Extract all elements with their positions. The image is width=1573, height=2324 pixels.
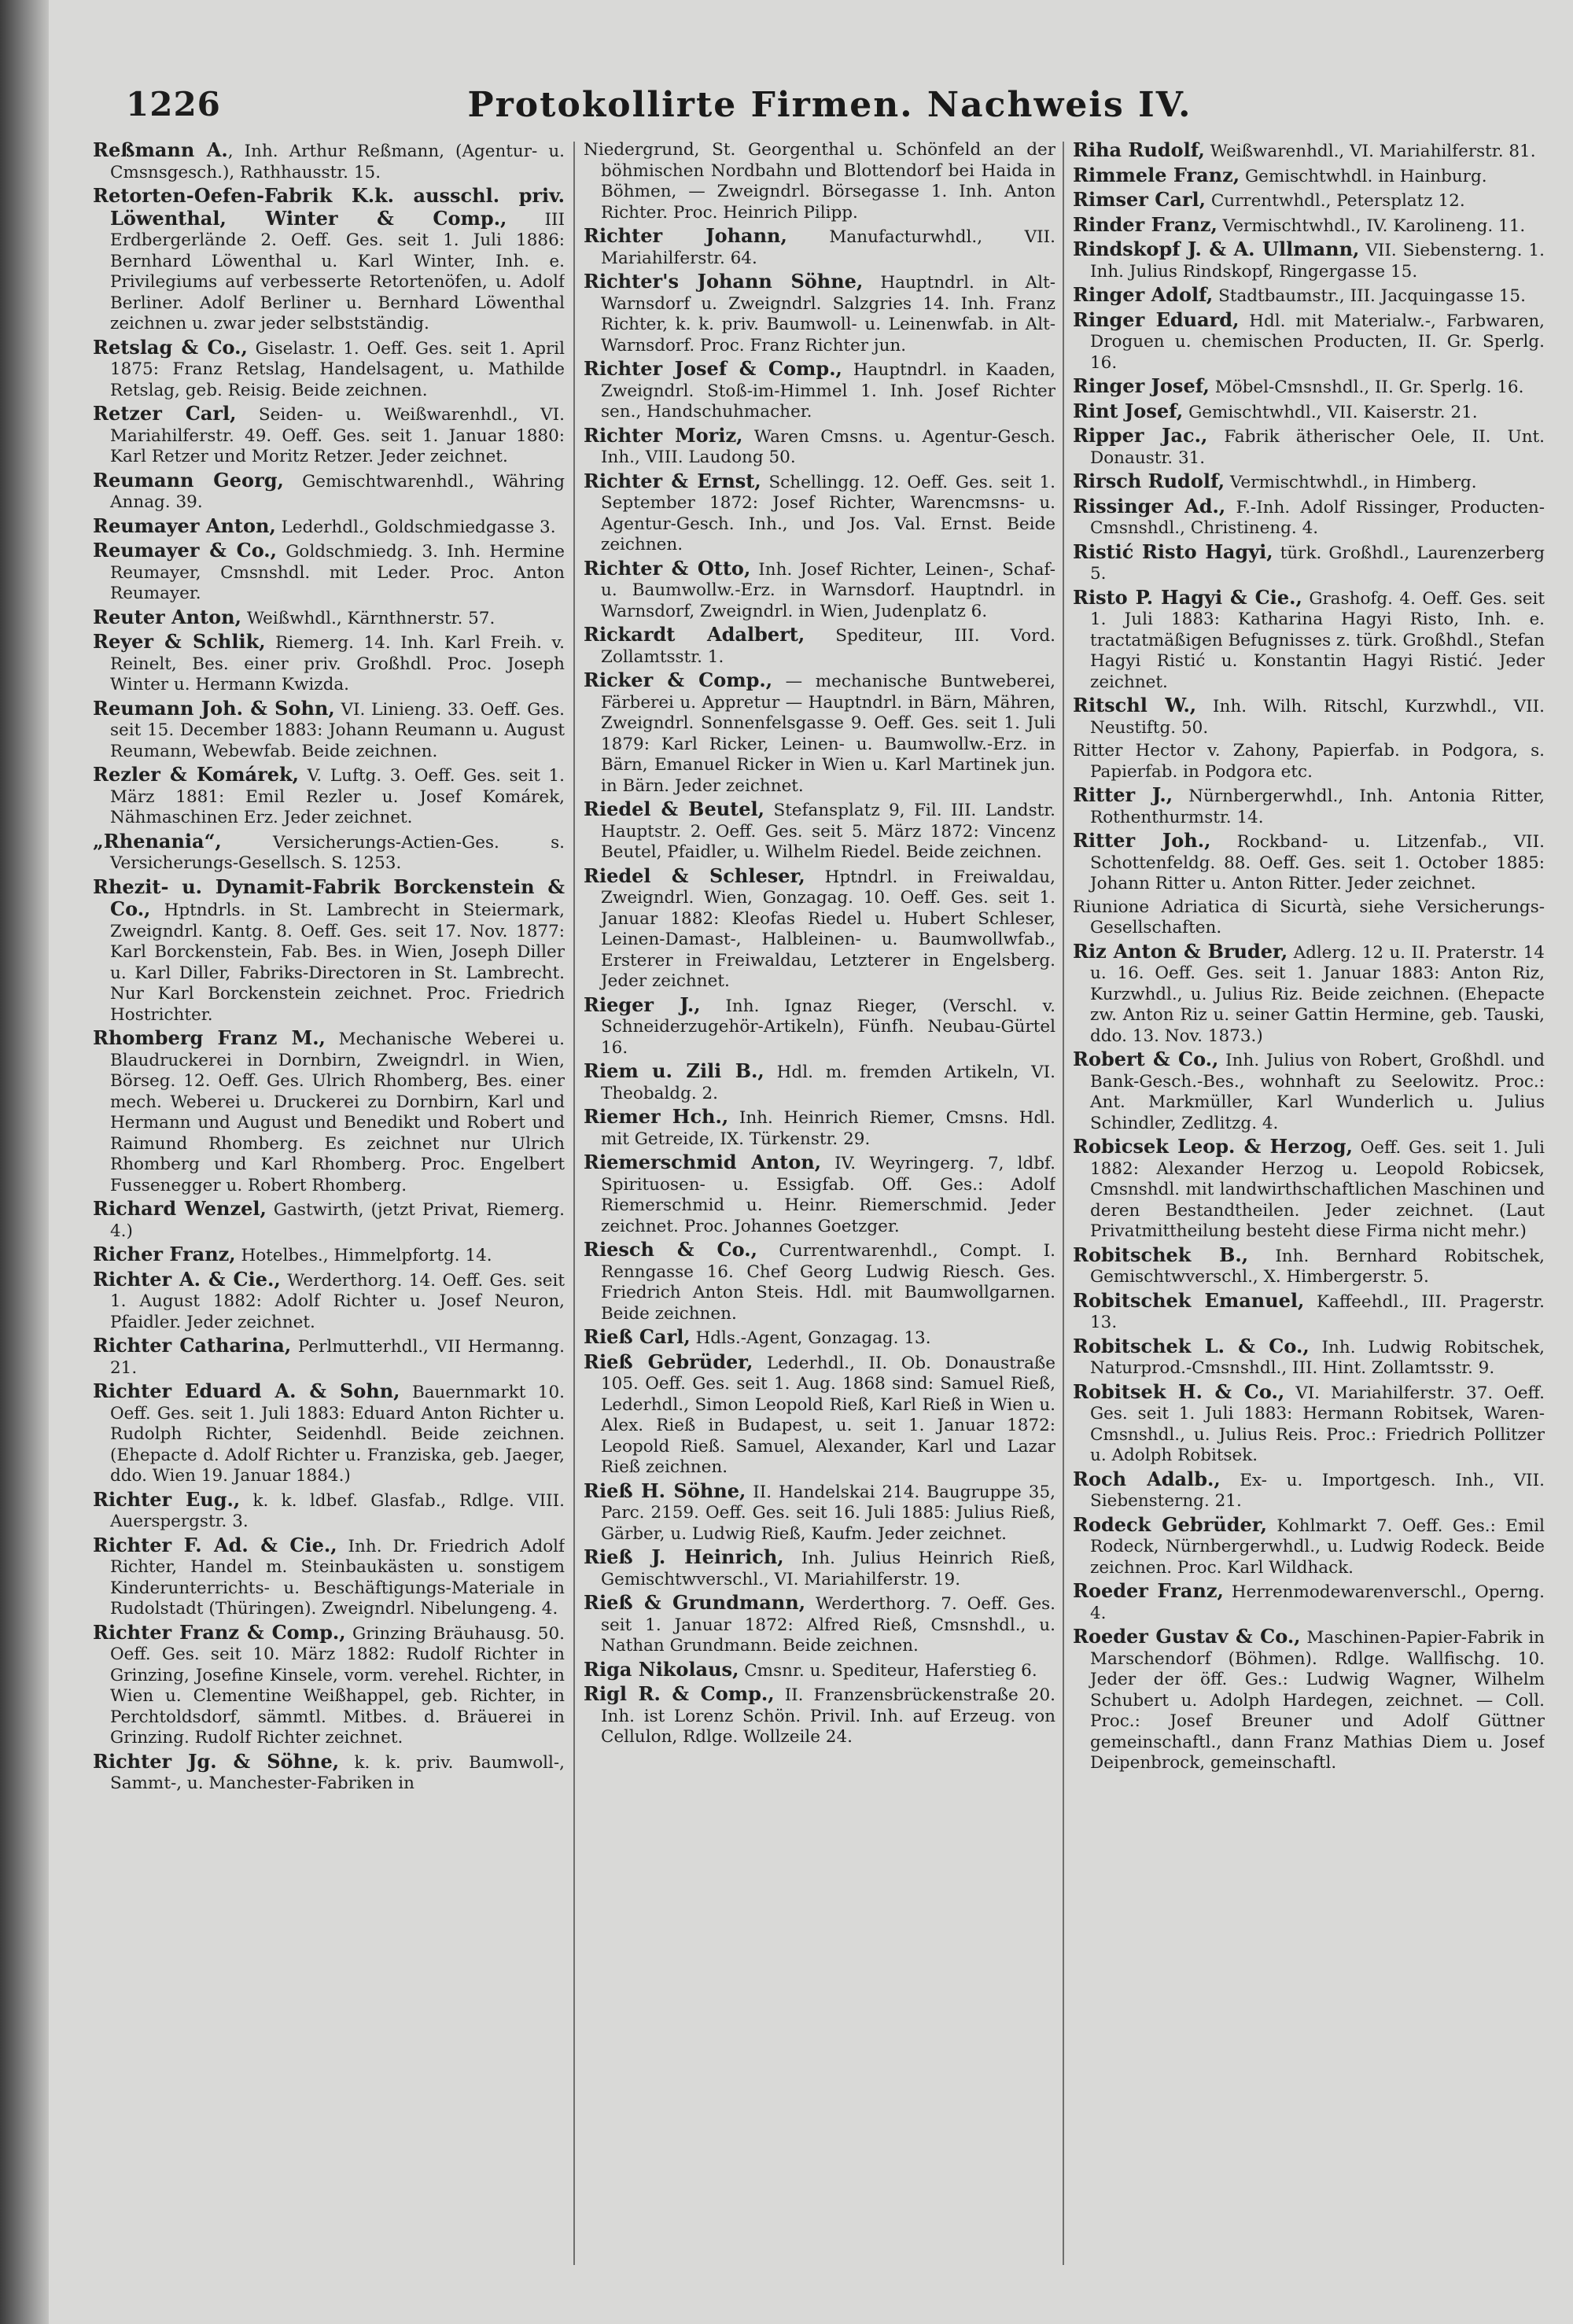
directory-entry [93,1381,565,1487]
firm-details: Currentwhdl., Petersplatz 12. [1206,191,1465,211]
firm-details: Inh. Josef Richter, Leinen-, Schaf- u. Baumwollw.-Erz. in Warnsdorf. Hauptndrl. in Warnsdorf, Zweigndrl. in Wien, Judenplatz 6. [601,559,1055,621]
directory-entry [93,1244,565,1267]
firm-name: Richter Moriz, [584,423,743,447]
firm-name: Rhomberg Franz M., [93,1026,326,1049]
directory-entry [584,425,1055,469]
firm-details: Hdl. m. fremden Artikeln, VI. Theobaldg. 2. [601,1063,1055,1103]
firm-details: Spediteur, III. Vord. Zollamtsstr. 1. [601,626,1055,667]
directory-entry [1073,542,1545,585]
directory-entry [1073,1581,1545,1624]
directory-entry [584,1352,1055,1479]
directory-entry [584,1327,1055,1350]
directory-entry [584,471,1055,556]
directory-entry [584,866,1055,993]
firm-name: Ringer Adolf, [1073,283,1214,306]
firm-name: Reumann Georg, [93,468,284,492]
directory-entry [1073,1136,1545,1243]
firm-details: Grashofg. 4. Oeff. Ges. seit 1. Juli 1883: Katharina Hagyi Risto, Inh. e. tractatmäßigen Befugnisses z. türk. Großhdl., Stefan Hagyi Ristić u. Konstantin Hagyi Ristić. Jeder zeichnet. [1090,588,1545,692]
firm-name: Rindskopf J. & A. Ullmann, [1073,238,1360,260]
firm-details: Werderthorg. 7. Oeff. Ges. seit 1. Januar 1872: Alfred Rieß, Cmsnshdl., u. Nathan Grundmann. Beide zeichnen. [601,1594,1055,1656]
directory-entry [1073,1049,1545,1134]
directory-entry [1073,140,1545,163]
firm-details: Gastwirth, (jetzt Privat, Riemerg. 4.) [110,1200,565,1241]
firm-name: Rimmele Franz, [1073,163,1240,186]
firm-details: Currentwarenhdl., Compt. I. Renngasse 16. Chef Georg Ludwig Riesch. Ges. Friedrich Anton Steis. Hdl. mit Baumwollgarnen. Beide zeichnen. [601,1241,1055,1324]
firm-name: Richter Eduard A. & Sohn, [93,1379,400,1402]
directory-entry [584,271,1055,356]
firm-details: — mechanische Buntweberei, Färberei u. Appretur — Hauptndrl. in Bärn, Mähren, Zweigndrl. Sonnenfelsgasse 9. Oeff. Ges. seit 1. Juli 1879: Karl Ricker, Leinen- u. Baumwollw.-Erz. in Bärn, Emanuel Ricker in Wien u. Karl Martinek jun. in Bärn. Jeder zeichnet. [601,672,1055,796]
firm-details: Inh. Julius von Robert, Großhdl. und Bank-Gesch.-Bes., wohnhaft zu Seelowitz. Proc.: Ant. Markmüller, Karl Wunderlich u. Julius Schindler, Zedlitzg. 4. [1090,1051,1545,1133]
directory-entry [1073,1512,1545,1579]
firm-name: Ringer Eduard, [1073,308,1240,331]
directory-entry [93,516,565,539]
firm-details: Kohlmarkt 7. Oeff. Ges.: Emil Rodeck, Nürnbergerwhdl., u. Ludwig Rodeck. Beide zeichnen. Proc. Karl Wildhack. [1090,1516,1545,1578]
firm-details: Nürnbergerwhdl., Inh. Antonia Ritter, Rothenthurmstr. 14. [1090,786,1545,827]
directory-entry [93,1535,565,1620]
firm-name: Richter Franz & Comp., [93,1620,346,1644]
firm-name: Retzer Carl, [93,402,237,425]
directory-entry [93,1199,565,1242]
firm-details: Giselastr. 1. Oeff. Ges. seit 1. April 1875: Franz Retslag, Handelsagent, u. Mathilde Retslag, geb. Reisig. Beide zeichnen. [110,338,565,400]
firm-details: Maschinen-Papier-Fabrik in Marschendorf (Böhmen). Rdlge. Wallfischg. 10. Jeder der öff. Ges.: Ludwig Wagner, Wilhelm Schubert u. Adolph Hardegen, zeichnet. — Coll. Proc.: Josef Breuner und Adolf Güttner gemeinschaftl., dann Franz Mathias Diem u. Josef Deipenbrock, gemeinschaftl. [1090,1628,1545,1773]
firm-name: Roeder Franz, [1073,1579,1224,1602]
directory-entry [1073,941,1545,1048]
firm-details: Möbel-Cmsnshdl., II. Gr. Sperlg. 16. [1209,378,1524,397]
firm-name: Rieger J., [584,993,701,1016]
firm-name: Rimser Carl, [1073,188,1206,211]
directory-entry [1073,425,1545,469]
firm-details: Hptndrls. in St. Lambrecht in Steiermark, Zweigndrl. Kantg. 8. Oeff. Ges. seit 17. Nov. 1877: Karl Borckenstein, Fab. Bes. in Wien, Joseph Diller u. Karl Diller, Fabriks-Directoren in St. Lambrecht. Nur Karl Borckenstein zeichnet. Proc. Friedrich Hostrichter. [110,901,565,1025]
firm-name: Rirsch Rudolf, [1073,470,1225,492]
page-number: 1226 [126,85,221,123]
firm-details: Adlerg. 12 u. II. Praterstr. 14 u. 16. Oeff. Ges. seit 1. Januar 1883: Anton Riz, Kurzwhdl., u. Julius Riz. Beide zeichnen. (Ehepacte zw. Anton Riz u. seiner Gattin Hermine, geb. Tauski, ddo. 13. Nov. 1873.) [1090,942,1545,1046]
column-rule [1063,142,1064,2265]
firm-details: II. Handelskai 214. Baugruppe 35, Parc. 2159. Oeff. Ges. seit 16. Juli 1885: Julius Rieß, Gärber, u. Ludwig Rieß, Kaufm. Jeder zeichnet. [601,1482,1055,1544]
firm-name: Richter F. Ad. & Cie., [93,1533,337,1556]
directory-entry [584,1239,1055,1324]
firm-name: Riemerschmid Anton, [584,1151,822,1173]
firm-name: Rickardt Adalbert, [584,623,805,646]
firm-name: Richter Josef & Comp., [584,357,842,380]
firm-name: Richter Eug., [93,1487,241,1511]
firm-details: Hauptndrl. in Alt-Warnsdorf u. Zweigndrl. Salzgries 14. Inh. Franz Richter, k. k. priv. Baumwoll- u. Leinenwfab. in Alt-Warnsdorf. Proc. Franz Richter jun. [601,273,1055,355]
firm-details: , Inh. Arthur Reßmann, (Agentur- u. Cmsnsgesch.), Rathhausstr. 15. [110,142,565,182]
firm-name: Rieß Carl, [584,1325,691,1348]
directory-entry [584,558,1055,623]
column-1 [93,140,565,2279]
firm-details: Werderthorg. 14. Oeff. Ges. seit 1. August 1882: Adolf Richter u. Josef Neuron, Pfaidler. Jeder zeichnet. [110,1270,565,1332]
firm-details: Manufacturwhdl., VII. Mariahilferstr. 64. [601,227,1055,268]
firm-details: Grinzing Bräuhausg. 50. Oeff. Ges. seit 10. März 1882: Rudolf Richter in Grinzing, Josefine Kinsele, vorm. verehel. Richter, in Wien u. Clementine Weißhappel, geb. Richter, in Perchtoldsdorf, sämmtl. Mitbes. d. Bräuerei in Grinzing. Rudolf Richter zeichnet. [110,1623,565,1748]
directory-entry [93,1335,565,1379]
firm-name: Richer Franz, [93,1243,236,1265]
book-spine-shadow [0,0,49,2324]
directory-entry [1073,1288,1545,1334]
directory-entry [1073,471,1545,494]
directory-entry [93,698,565,763]
directory-entry [93,540,565,605]
directory-entry [93,632,565,696]
directory-entry [93,607,565,630]
firm-details: Hdl. mit Materialw.-, Farbwaren, Droguen u. chemischen Producten, II. Gr. Sperlg. 16. [1090,311,1545,373]
directory-entry [1073,1626,1545,1774]
firm-details: VI. Mariahilferstr. 37. Oeff. Ges. seit 1. Juli 1883: Hermann Robitsek, Waren-Cmsnshdl., u. Julius Reis. Proc.: Friedrich Pollitzer u. Adolph Robitsek. [1090,1383,1545,1465]
directory-entry [584,995,1055,1059]
firm-name: Rigl R. & Comp., [584,1682,775,1705]
directory-entry [584,1659,1055,1682]
firm-details: Vermischtwhdl., in Himberg. [1225,473,1477,492]
firm-details: Mechanische Weberei u. Blaudruckerei in Dornbirn, Zweigndrl. in Wien, Börseg. 12. Oeff. Ges. Ulrich Rhomberg, Bes. einer mech. Weberei u. Druckerei zu Dornbirn, Karl und Hermann und August und Benedikt und Robert und Raimund Rhomberg. Es zeichnet nur Ulrich Rhomberg und Karl Rhomberg. Proc. Engelbert Fussenegger u. Robert Rhomberg. [110,1029,565,1195]
firm-name: Robicsek Leop. & Herzog, [1073,1135,1353,1158]
directory-entry [584,1684,1055,1748]
firm-details: III Erdbergerlände 2. Oeff. Ges. seit 1. Juli 1886: Bernhard Löwenthal u. Karl Winter, Inh. e. Privilegiums auf verbesserte Retortenöfen, u. Adolf Berliner. Adolf Berliner u. Bernhard Löwenthal zeichnen u. zwar jeder selbstständig. [110,209,565,333]
directory-entry [1073,212,1545,238]
firm-name: Rieß Gebrüder, [584,1350,753,1373]
firm-name: Robitschek B., [1073,1243,1249,1266]
directory-entry [1073,401,1545,424]
firm-details: Stefansplatz 9, Fil. III. Landstr. Hauptstr. 2. Oeff. Ges. seit 5. März 1872: Vincenz Beutel, Pfaidler, u. Wilhelm Riedel. Beide zeichnen. [601,801,1055,862]
firm-name: Rieß H. Söhne, [584,1479,746,1502]
firm-name: Richter Johann, [584,224,787,247]
directory-entry [1073,310,1545,374]
directory-entry [584,1593,1055,1657]
firm-details: Goldschmiedg. 3. Inh. Hermine Reumayer, Cmsnshdl. mit Leder. Proc. Anton Reumayer. [110,542,565,603]
firm-name: Riedel & Schleser, [584,864,805,887]
firm-details: Ritter Hector v. Zahony, Papierfab. in Podgora, s. Papierfab. in Podgora etc. [1073,741,1545,782]
firm-name: Richter Jg. & Söhne, [93,1749,340,1773]
firm-name: Riha Rudolf, [1073,140,1205,161]
directory-entry [93,337,565,402]
firm-details: Gemischtwhdl. in Hainburg. [1240,166,1487,186]
column-rule [573,142,575,2265]
directory-entry [93,877,565,1026]
firm-details: Stadtbaumstr., III. Jacquingasse 15. [1213,286,1526,306]
firm-details: Lederhdl., II. Ob. Donaustraße 105. Oeff. Ges. seit 1. Aug. 1868 sind: Samuel Rieß, Lederhdl., Simon Leopold Rieß, Karl Rieß in Wien u. Alex. Rieß in Budapest, u. seit 1. Januar 1872: Leopold Rieß. Samuel, Alexander, Karl und Lazar Rieß zeichnen. [601,1353,1055,1477]
firm-name: Rodeck Gebrüder, [1073,1512,1268,1536]
directory-entry [93,186,565,335]
firm-name: Richter's Johann Söhne, [584,270,864,293]
firm-details: Hauptndrl. in Kaaden, Zweigndrl. Stoß-im-Himmel 1. Inh. Josef Richter sen., Handschuhmacher. [601,360,1055,422]
firm-details: Inh. Dr. Friedrich Adolf Richter, Handel m. Steinbaukästen u. sonstigem Kinderunterrichts- u. Beschäftigungs-Materiale in Rudolstadt (Thüringen). Zweigndrl. Nibelungeng. 4. [110,1536,565,1619]
firm-details: k. k. priv. Baumwoll-, Sammt-, u. Manchester-Fabriken in [110,1752,565,1793]
directory-entry [584,1481,1055,1545]
firm-details: Ex- u. Importgesch. Inh., VII. Siebensterng. 21. [1090,1470,1545,1511]
firm-name: Richter A. & Cie., [93,1267,281,1291]
directory-entry [584,1547,1055,1590]
firm-name: Rinder Franz, [1073,212,1218,236]
firm-details: IV. Weyringerg. 7, ldbf. Spirituosen- u. Essigfab. Off. Ges.: Adolf Riemerschmid u. Heinr. Riemerschmid. Jeder zeichnet. Proc. Johannes Goetzger. [601,1154,1055,1236]
firm-name: Richard Wenzel, [93,1197,267,1220]
firm-details: Kaffeehdl., III. Pragerstr. 13. [1090,1291,1545,1332]
firm-details: Inh. Ignaz Rieger, (Verschl. v. Schneiderzugehör-Artikeln), Fünfh. Neubau-Gürtel 16. [601,996,1055,1058]
page-header [126,85,1534,132]
firm-details: türk. Großhdl., Laurenzerberg 5. [1090,543,1545,584]
directory-entry [93,764,565,829]
directory-entry [584,1107,1055,1150]
directory-entry [584,359,1055,423]
firm-details: Bauernmarkt 10. Oeff. Ges. seit 1. Juli 1883: Eduard Anton Richter u. Rudolph Richter, Seidenhdl. Beide zeichnen. (Ehepacte d. Adolf Richter u. Franziska, geb. Jaeger, ddo. Wien 19. Januar 1884.) [110,1383,565,1486]
directory-entry [1073,1469,1545,1512]
firm-details: Niedergrund, St. Georgenthal u. Schönfeld an der böhmischen Nordbahn und Blottendorf bei Haida in Böhmen, — Zweigndrl. Börsegasse 1. Inh. Anton Richter. Proc. Heinrich Pilipp. [584,140,1055,223]
firm-name: Ricker & Comp., [584,668,773,691]
firm-name: Rissinger Ad., [1073,494,1226,517]
firm-details: VII. Siebensterng. 1. Inh. Julius Rindskopf, Ringergasse 15. [1090,241,1545,282]
firm-details: Cmsnr. u. Spediteur, Haferstieg 6. [739,1660,1037,1681]
firm-name: „Rhenania“, [93,829,222,853]
directory-entry [584,624,1055,668]
firm-name: Riemer Hch., [584,1105,729,1128]
firm-name: Riem u. Zili B., [584,1059,764,1082]
directory-entry [1073,831,1545,895]
directory-entry [1073,190,1545,212]
firm-name: Ritter J., [1073,783,1173,806]
firm-details: Inh. Julius Heinrich Rieß, Gemischtwverschl., VI. Mariahilferstr. 19. [601,1549,1055,1589]
column-2 [584,140,1055,2279]
firm-details: Schellingg. 12. Oeff. Ges. seit 1. September 1872: Josef Richter, Warencmsns- u. Agentur-Gesch. Inh., und Jos. Val. Ernst. Beide zeichnen. [601,472,1055,554]
firm-name: Richter Catharina, [93,1334,292,1357]
firm-details: II. Franzensbrückenstraße 20. Inh. ist Lorenz Schön. Privil. Inh. auf Erzeug. von Cellulon, Rdlge. Wollzeile 24. [601,1685,1055,1747]
firm-name: Ripper Jac., [1073,424,1208,447]
firm-details: Rockband- u. Litzenfab., VII. Schottenfeldg. 88. Oeff. Ges. seit 1. October 1885: Johann Ritter u. Anton Ritter. Jeder zeichnet. [1090,832,1545,893]
firm-name: Riga Nikolaus, [584,1657,739,1681]
directory-entry [1073,897,1545,939]
firm-details: k. k. ldbef. Glasfab., Rdlge. VIII. Auerspergstr. 3. [110,1490,565,1531]
directory-entry [584,799,1055,864]
directory-entry [93,1751,565,1795]
firm-details: Waren Cmsns. u. Agentur-Gesch. Inh., VIII. Laudong 50. [601,426,1055,467]
directory-entry [584,226,1055,269]
firm-details: Weißwarenhdl., VI. Mariahilferstr. 81. [1204,142,1536,161]
firm-name: Riz Anton & Bruder, [1073,939,1288,963]
directory-entry [1073,785,1545,828]
directory-entry [1073,376,1545,399]
firm-name: Ringer Josef, [1073,374,1210,397]
firm-details: Riunione Adriatica di Sicurtà, siehe Versicherungs-Gesellschaften. [1073,897,1545,937]
firm-details: V. Luftg. 3. Oeff. Ges. seit 1. März 1881: Emil Rezler u. Josef Komárek, Nähmaschinen Erz. Jeder zeichnet. [110,766,565,827]
firm-details: Inh. Heinrich Riemer, Cmsns. Hdl. mit Getreide, IX. Türkenstr. 29. [601,1108,1055,1149]
firm-name: Roeder Gustav & Co., [1073,1625,1301,1648]
firm-details: Hdls.-Agent, Gonzagag. 13. [690,1328,931,1348]
firm-details: Lederhdl., Goldschmiedgasse 3. [275,517,556,537]
firm-name: Riesch & Co., [584,1238,757,1261]
directory-entry [1073,695,1545,738]
firm-name: Richter & Ernst, [584,469,761,492]
firm-name: Ritter Joh., [1073,829,1211,852]
firm-details: Inh. Ludwig Robitschek, Naturprod.-Cmsnshdl., III. Hint. Zollamtsstr. 9. [1090,1337,1545,1378]
directory-entry [584,1061,1055,1104]
firm-name: Robitschek Emanuel, [1073,1288,1305,1312]
firm-name: Retslag & Co., [93,335,248,359]
firm-name: Rhezit- u. Dynamit-Fabrik Borckenstein & Co., [93,875,565,920]
firm-details: Perlmutterhdl., VII Hermanng. 21. [110,1337,565,1378]
firm-details: Seiden- u. Weißwarenhdl., VI. Mariahilferstr. 49. Oeff. Ges. seit 1. Januar 1880: Karl Retzer und Moritz Retzer. Jeder zeichnet. [110,405,565,466]
firm-name: Robert & Co., [1073,1048,1219,1070]
column-3 [1073,140,1545,2279]
firm-name: Ristić Risto Hagyi, [1073,540,1273,563]
firm-details: Fabrik ätherischer Oele, II. Unt. Donaustr. 31. [1090,427,1545,468]
firm-name: Reßmann A. [93,140,228,161]
directory-entry [1073,741,1545,783]
directory-entry [93,1487,565,1533]
firm-name: Reumayer & Co., [93,539,278,562]
directory-entry [93,140,565,183]
firm-details: Inh. Wilh. Ritschl, Kurzwhdl., VII. Neustiftg. 50. [1090,697,1545,738]
firm-details: Hptndrl. in Freiwaldau, Zweigndrl. Wien, Gonzagag. 10. Oeff. Ges. seit 1. Januar 1882: Kleofas Riedel u. Hubert Schleser, Leinen-Damast-, Halbleinen- u. Baumwollwfab., Ersterer in Freiwaldau, Letzterer in Engelsberg. Jeder zeichnet. [601,867,1055,991]
directory-entry [1073,496,1545,540]
firm-name: Reuter Anton, [93,605,241,628]
firm-name: Riedel & Beutel, [584,797,764,820]
directory-entry [584,670,1055,797]
firm-name: Robitsek H. & Co., [1073,1379,1285,1403]
directory-entry [93,403,565,468]
firm-name: Rint Josef, [1073,399,1184,422]
firm-name: Richter & Otto, [584,556,751,580]
firm-details: Gemischtwhdl., VII. Kaiserstr. 21. [1183,402,1478,422]
directory-entry [93,1622,565,1749]
firm-name: Risto P. Hagyi & Cie., [1073,585,1302,609]
firm-details: Vermischtwhdl., IV. Karolineng. 11. [1217,215,1526,236]
firm-name: Retorten-Oefen-Fabrik K.k. ausschl. priv. Löwenthal, Winter & Comp., [93,184,565,230]
firm-details: Hotelbes., Himmelpfortg. 14. [235,1246,492,1265]
firm-details: Oeff. Ges. seit 1. Juli 1882: Alexander Herzog u. Leopold Robicsek, Cmsnshdl. mit landwirthschaftlichen Maschinen und deren Bestandtheilen. Jeder zeichnet. (Laut Privatmittheilung besteht diese Firma nicht mehr.) [1090,1138,1545,1241]
firm-details: Weißwhdl., Kärnthnerstr. 57. [241,608,495,628]
firm-name: Ritschl W., [1073,694,1197,716]
directory-entry [93,1028,565,1196]
directory-entry [1073,285,1545,308]
running-title: Protokollirte Firmen. Nachweis IV. [467,85,1192,125]
directory-entry [1073,239,1545,282]
directory-entry [93,831,565,875]
firm-details: F.-Inh. Adolf Rissinger, Producten-Cmsnshdl., Christineng. 4. [1090,497,1545,538]
directory-entry [1073,165,1545,188]
firm-name: Rezler & Komárek, [93,763,299,786]
firm-details: Riemerg. 14. Inh. Karl Freih. v. Reinelt, Bes. einer priv. Großhdl. Proc. Joseph Winter u. Hermann Kwizda. [110,633,565,694]
firm-name: Robitschek L. & Co., [1073,1334,1310,1357]
directory-entry [93,1269,565,1334]
firm-name: Rieß & Grundmann, [584,1591,806,1614]
directory-entry [584,140,1055,223]
directory-entry [93,470,565,514]
directory-entry [1073,1245,1545,1288]
directory-entry [1073,1336,1545,1379]
firm-name: Reumann Joh. & Sohn, [93,696,335,720]
firm-name: Roch Adalb., [1073,1467,1221,1490]
directory-entry [1073,587,1545,694]
firm-name: Rieß J. Heinrich, [584,1545,784,1568]
directory-entry [584,1152,1055,1237]
firm-name: Reyer & Schlik, [93,630,266,653]
firm-details: VI. Linieng. 33. Oeff. Ges. seit 15. December 1883: Johann Reumann u. August Reumann, Webewfab. Beide zeichnen. [110,699,565,761]
firm-name: Reumayer Anton, [93,514,276,537]
directory-entry [1073,1379,1545,1467]
firm-details: Herrenmodewarenverschl., Operng. 4. [1090,1582,1545,1623]
firm-details: Versicherungs-Actien-Ges. s. Versicherungs-Gesellsch. S. 1253. [110,832,565,873]
firm-details: Gemischtwarenhdl., Währing Annag. 39. [110,471,565,512]
firm-details: Inh. Bernhard Robitschek, Gemischtwverschl., X. Himbergerstr. 5. [1090,1246,1545,1287]
